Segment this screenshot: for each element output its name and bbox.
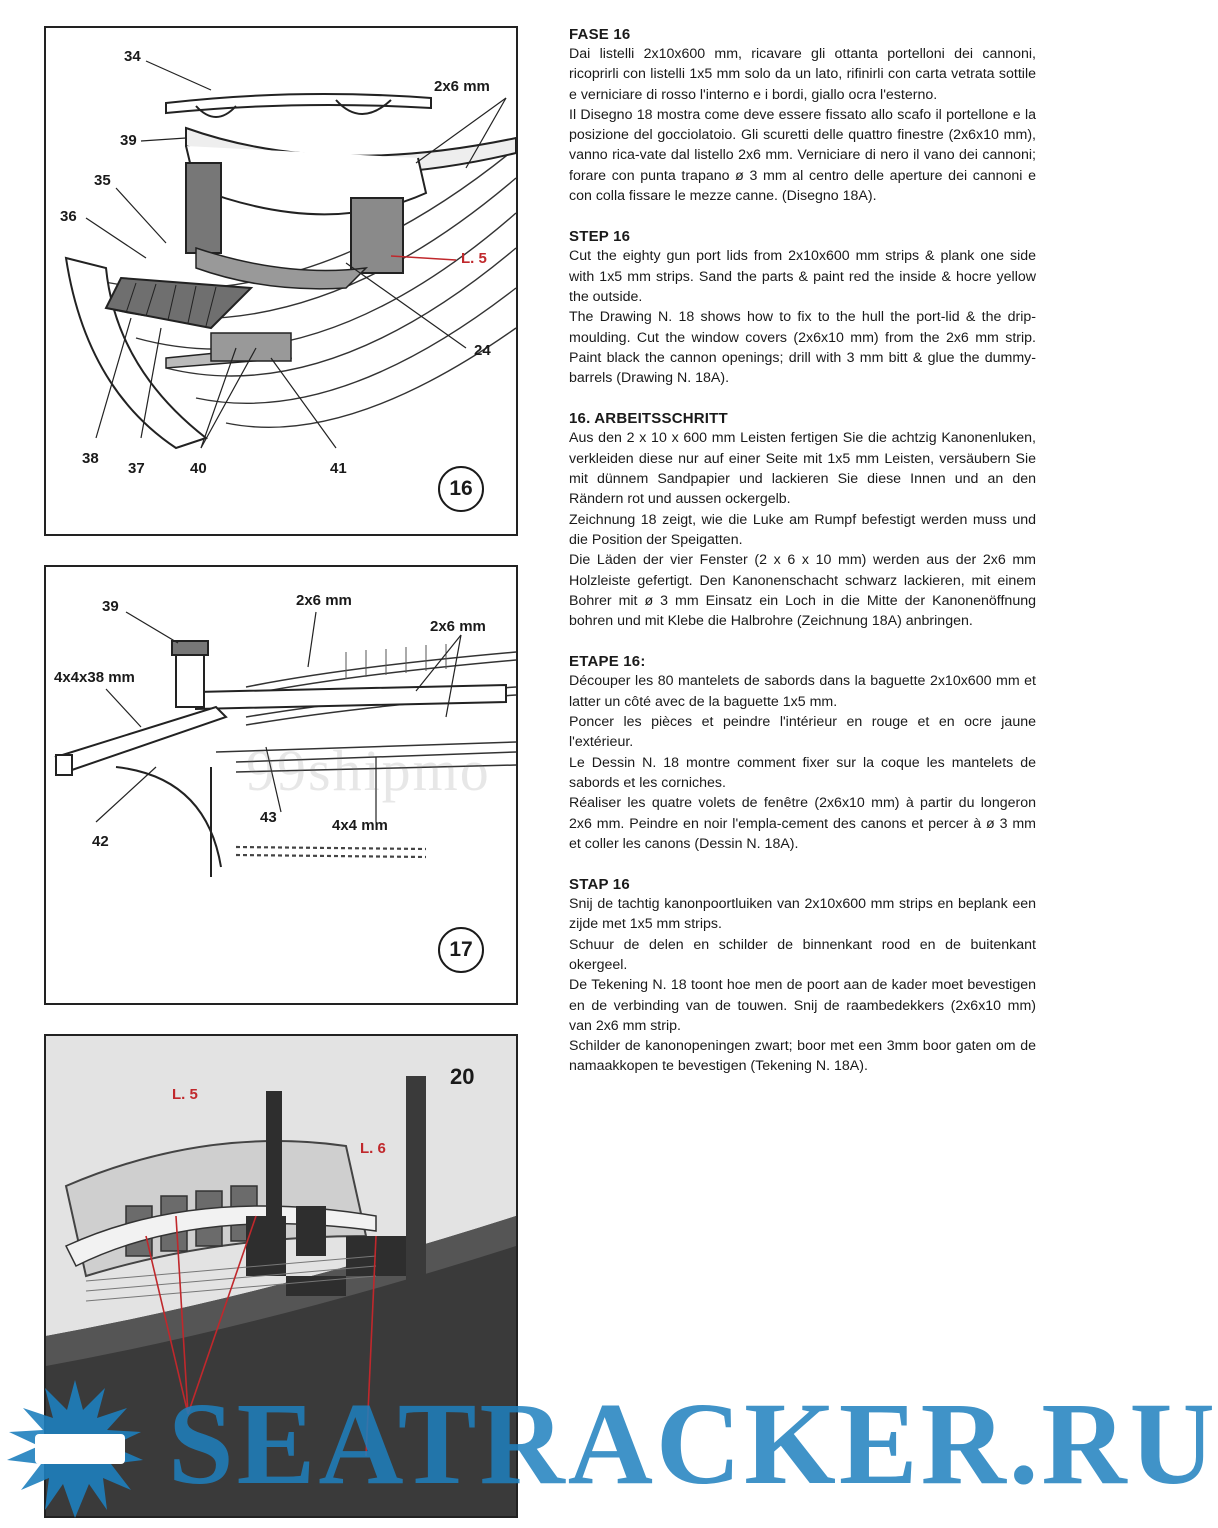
figure-17-panel xyxy=(44,565,518,1005)
label-39: 39 xyxy=(102,598,119,615)
section-heading: 16. ARBEITSSCHRITT xyxy=(569,410,728,428)
label-2x6mm: 2x6 mm xyxy=(434,78,490,95)
figure-number-16: 16 xyxy=(438,466,484,512)
label-36: 36 xyxy=(60,208,77,225)
paragraph: Schuur de delen en schilder de binnenkant rood en de buitenkant okergeel. xyxy=(569,936,1036,973)
figure-16-panel xyxy=(44,26,518,536)
label-4x4mm: 4x4 mm xyxy=(332,817,388,834)
section-english xyxy=(569,228,1036,388)
label-2x6mm-top: 2x6 mm xyxy=(296,592,352,609)
label-43: 43 xyxy=(260,809,277,826)
label-L5: L. 5 xyxy=(461,250,487,267)
figure-number-20: 20 xyxy=(450,1064,475,1089)
section-italian xyxy=(569,26,1036,206)
instructions-column xyxy=(569,26,1036,1099)
label-39: 39 xyxy=(120,132,137,149)
paragraph: Cut the eighty gun port lids from 2x10x600 mm strips & plank one side with 1x5 mm strips. Sand the parts & paint red the inside & hocre yellow the outside. xyxy=(569,248,1036,305)
paragraph: Zeichnung 18 zeigt, wie die Luke am Rumpf befestigt werden muss und die Position der Speigatten. xyxy=(569,511,1036,548)
paragraph: Réaliser les quatre volets de fenêtre (2x6x10 mm) à partir du longeron 2x6 mm. Peindre en noir l'empla-cement des canons et percer à ø 3 mm et coller les canons (Dessin N. 18A). xyxy=(569,795,1036,852)
label-37: 37 xyxy=(128,460,145,477)
label-2x6mm-right: 2x6 mm xyxy=(430,618,486,635)
brand-watermark-text: SEATRACKER.RU xyxy=(168,1378,1218,1509)
paragraph: Poncer les pièces et peindre l'intérieur en rouge et en ocre jaune l'extérieur. xyxy=(569,714,1036,751)
section-heading: STAP 16 xyxy=(569,876,630,894)
label-24: 24 xyxy=(474,342,491,359)
paragraph: Snij de tachtig kanonpoortluiken van 2x10x600 mm strips en beplank een zijde met 1x5 mm strips. xyxy=(569,896,1036,933)
paragraph: Il Disegno 18 mostra come deve essere fissato allo scafo il portellone e la posizione del gocciolatoio. Gli scuretti delle quattro finestre (2x6x10 mm), vanno rica-vate dal listello 2x6 mm. Verniciare di nero il vano dei cannoni; forare con punta trapano ø 3 mm al centro delle aperture dei cannoni e con colla fissare le mezze canne. (Disegno 18A). xyxy=(569,106,1036,205)
paragraph: De Tekening N. 18 toont hoe men de poort aan de kader moet bevestigen en de verbinding van de touwen. Snij de raambedekkers (2x6x10 mm) van 2x6 mm strip. xyxy=(569,977,1036,1034)
section-french xyxy=(569,653,1036,854)
label-35: 35 xyxy=(94,172,111,189)
label-38: 38 xyxy=(82,450,99,467)
label-40: 40 xyxy=(190,460,207,477)
label-34: 34 xyxy=(124,48,141,65)
watermark-text: 99shipmo xyxy=(246,738,491,803)
paragraph: Schilder de kanonopeningen zwart; boor met een 3mm boor gaten om de namaakkopen te bevestigen (Tekening N. 18A). xyxy=(569,1038,1036,1075)
paragraph: The Drawing N. 18 shows how to fix to the hull the port-lid & the drip-moulding. Cut the window covers (2x6x10 mm) from the 2x6 mm strip. Paint black the cannon openings; drill with 3 mm bitt & glue the dummy-barrels (Drawing N. 18A). xyxy=(569,309,1036,387)
paragraph: Découper les 80 mantelets de sabords dans la baguette 2x10x600 mm et latter un côté avec de la baguette 1x5 mm. xyxy=(569,673,1036,710)
label-L6: L. 6 xyxy=(360,1140,386,1157)
label-L5: L. 5 xyxy=(172,1086,198,1103)
paragraph: Le Dessin N. 18 montre comment fixer sur la coque les mantelets de sabords et les corniches. xyxy=(569,754,1036,791)
section-heading: FASE 16 xyxy=(569,26,631,43)
label-4x4x38mm: 4x4x38 mm xyxy=(54,669,135,686)
section-german xyxy=(569,410,1036,631)
section-heading: ETAPE 16: xyxy=(569,653,646,671)
label-42: 42 xyxy=(92,833,109,850)
paragraph: Dai listelli 2x10x600 mm, ricavare gli ottanta portelloni dei cannoni, ricoprirli con listelli 1x5 mm solo da un lato, rifinirli con carta vetrata sottile e verniciare di rosso l'interno e i bordi, giallo ocra l'esterno. xyxy=(569,46,1036,103)
paragraph: Die Läden der vier Fenster (2 x 6 x 10 mm) werden aus der 2x6 mm Holzleiste gefertigt. Den Kanonenschacht schwarz lackieren, mit einem Bohrer mit ø 3 mm Einsatz ein Loch in die Mitte der Kanonenöffnung bohren und mit Klebe die Halbrohre (Zeichnung 18A) anbringen. xyxy=(569,552,1036,630)
section-heading: STEP 16 xyxy=(569,228,631,246)
figure-16-drawing xyxy=(46,28,516,534)
figure-number-17: 17 xyxy=(438,927,484,973)
section-dutch xyxy=(569,876,1036,1077)
paragraph: Aus den 2 x 10 x 600 mm Leisten fertigen Sie die achtzig Kanonenluken, verkleiden diese nur auf einer Seite mit 1x5 mm Leisten, versäubern Sie mit dünnem Sandpapier und lackieren Sie diese Innen und an den Rändern rot und aussen ockergelb. xyxy=(569,430,1036,508)
label-41: 41 xyxy=(330,460,347,477)
